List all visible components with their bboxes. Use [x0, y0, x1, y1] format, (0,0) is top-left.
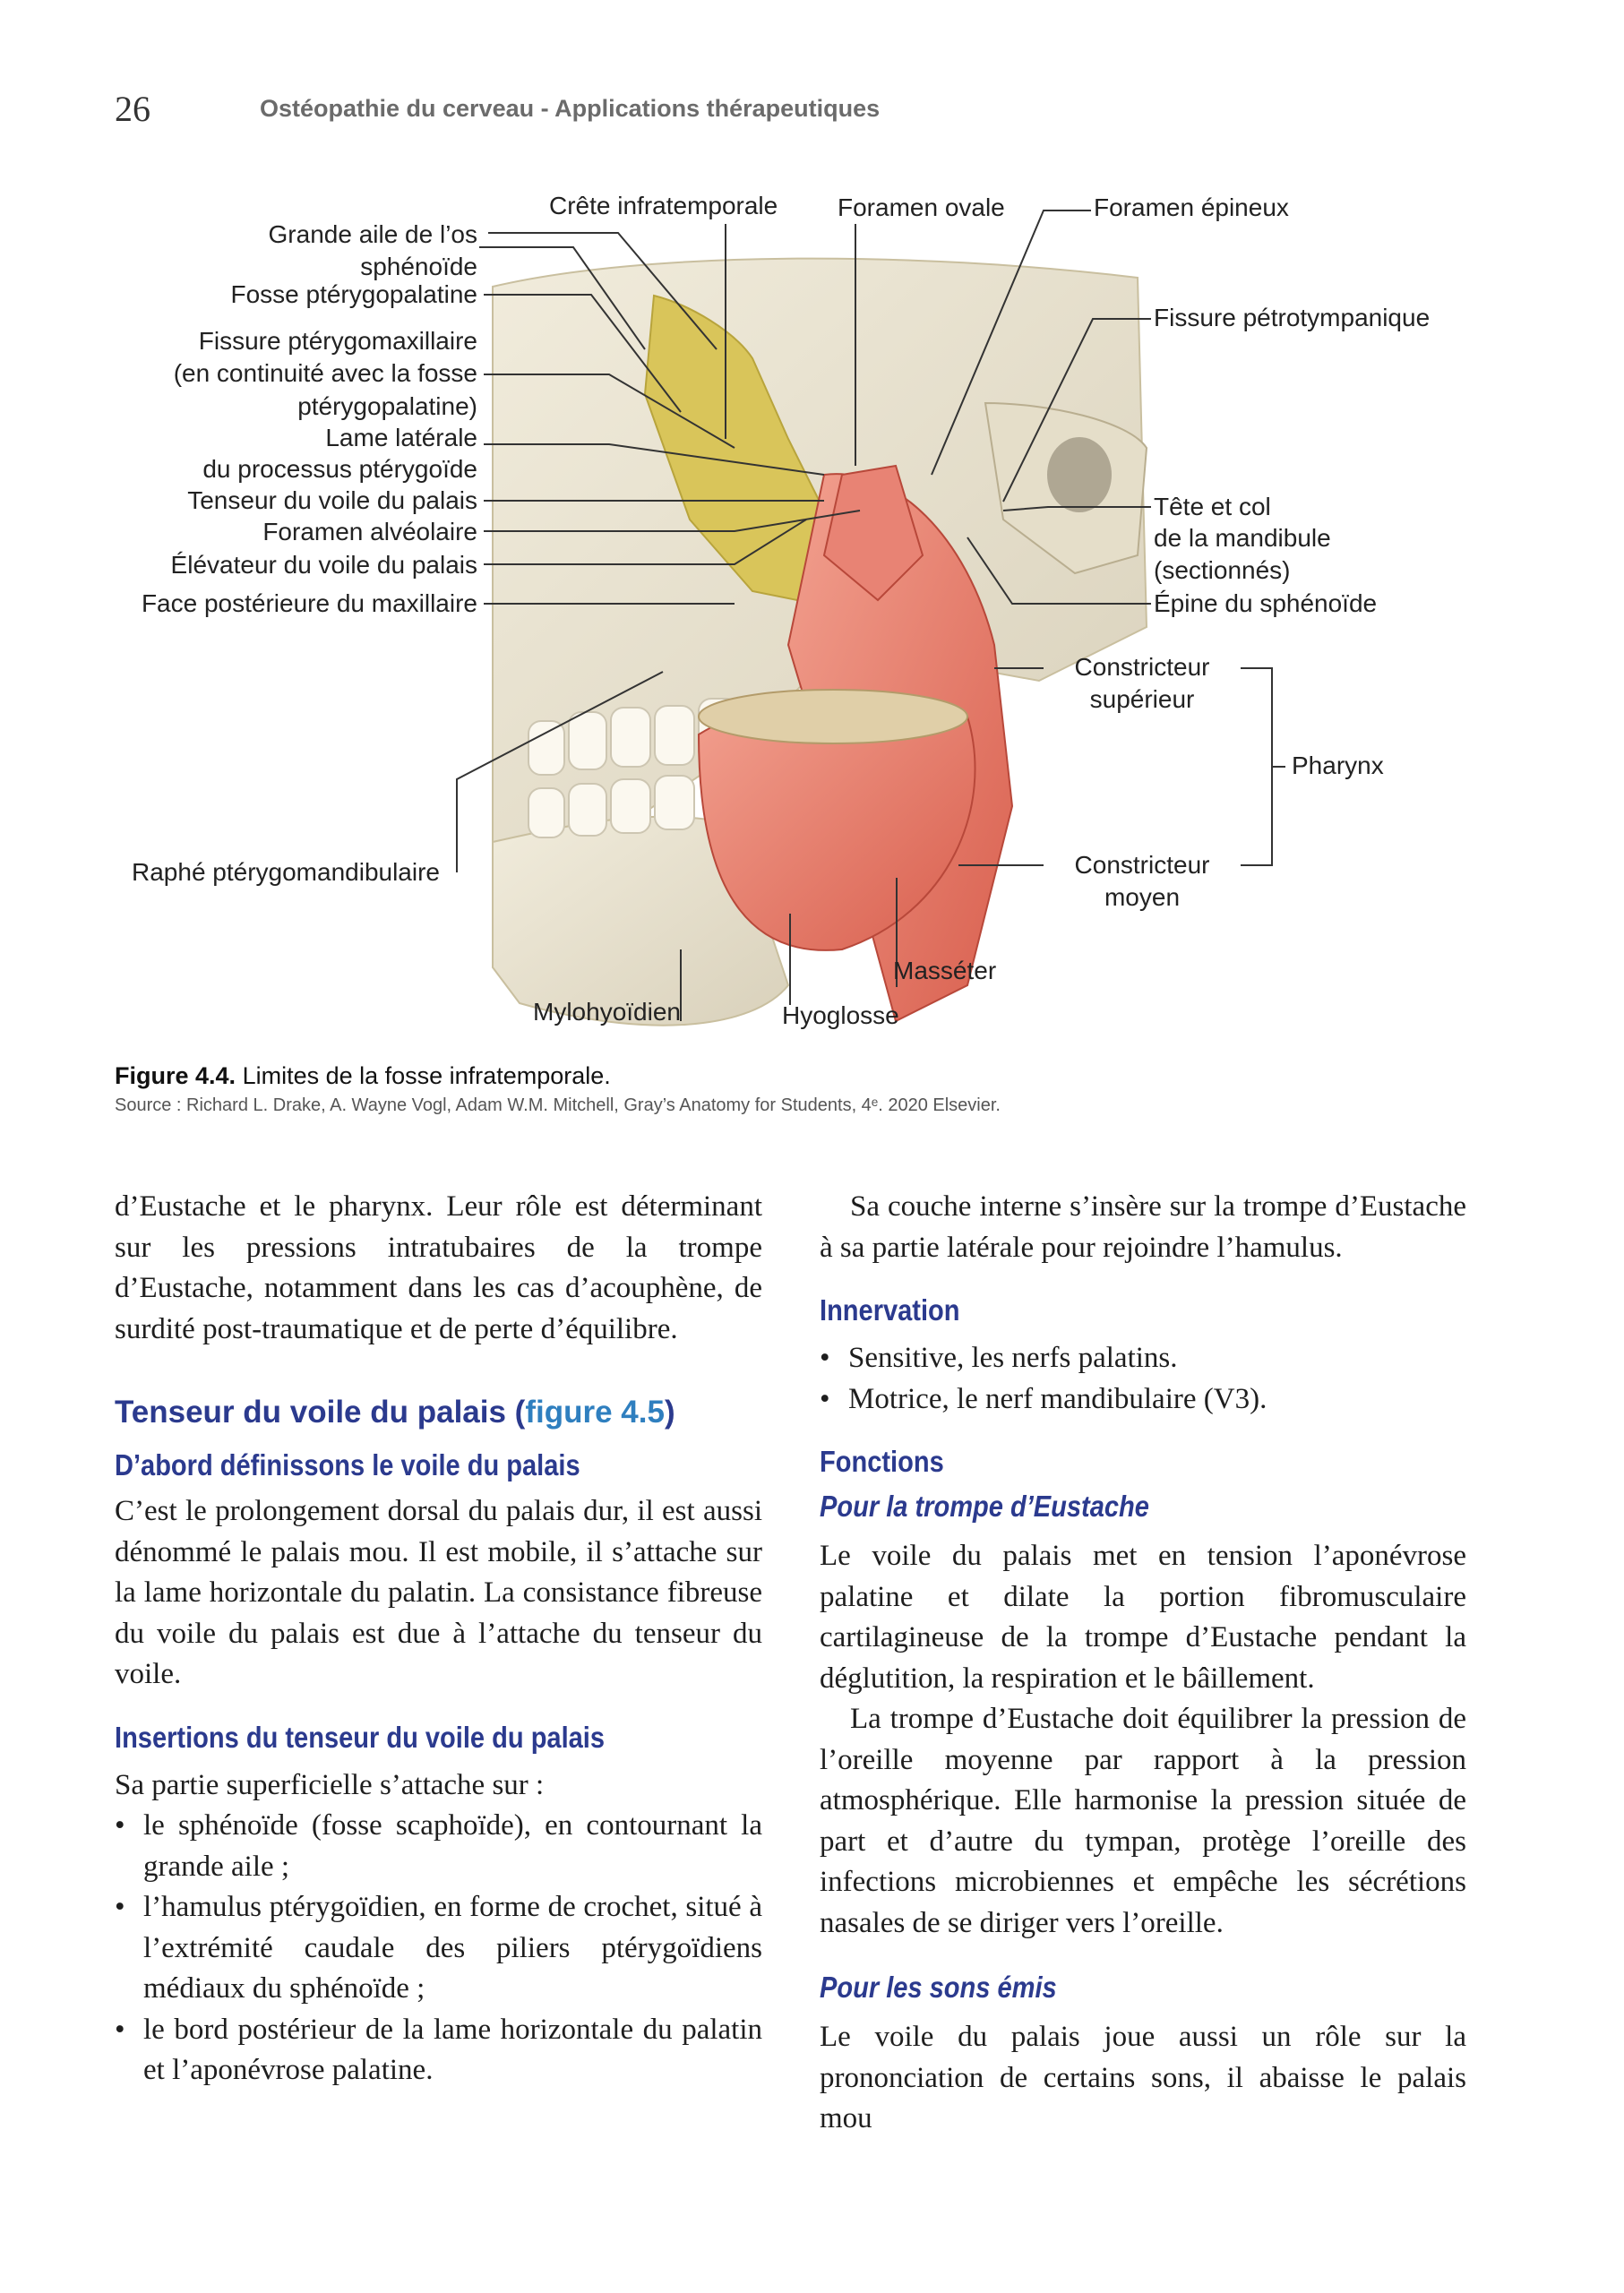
label-hyoglosse: Hyoglosse [782, 1001, 899, 1029]
tongue-cut-surface [699, 690, 967, 743]
left-intro-paragraph: d’Eustache et le pharynx. Leur rôle est déterminant sur les pressions intratubaires de la trompe d’Eustache, notamment dans les cas d’acouphène, de surdité post-traumatique et de perte d’équilibre. [115, 1190, 762, 1345]
right-intro-paragraph: Sa couche interne s’insère sur la trompe d’Eustache à sa partie latérale pour rejoindre l’hamulus. [820, 1190, 1466, 1264]
label-tete-col-2: de la mandibule [1154, 524, 1331, 552]
figure-caption [115, 1062, 1001, 1116]
label-elevateur-voile: Élévateur du voile du palais [170, 551, 477, 579]
figure-ref-link[interactable]: figure 4.5 [525, 1395, 665, 1430]
subsection-voile-definition: D’abord définissons le voile du palais [115, 1448, 580, 1481]
label-epine-sphenoide: Épine du sphénoïde [1154, 589, 1378, 617]
subsection-fonctions: Fonctions [820, 1445, 944, 1478]
innervation-list [820, 1338, 1466, 1420]
label-foramen-ovale: Foramen ovale [838, 193, 1005, 221]
label-tete-col-3: (sectionnés) [1154, 556, 1291, 584]
label-tenseur-voile: Tenseur du voile du palais [187, 486, 477, 514]
list-item: • Motrice, le nerf mandibulaire (V3). [820, 1379, 1466, 1421]
left-column [115, 1187, 762, 2091]
label-grande-aile-2: sphénoïde [360, 253, 477, 280]
trompe-paragraph-1: Le voile du palais met en tension l’aponévrose palatine et dilate la portion fibromusculaire cartilagineuse de la trompe d’Eustache pendant la déglutition, la respiration et le bâillement. [820, 1540, 1466, 1695]
label-fissure-pterygomaxillaire-3: ptérygopalatine) [297, 392, 477, 420]
label-constricteur-moyen-2: moyen [1104, 883, 1181, 911]
label-foramen-epineux: Foramen épineux [1094, 193, 1289, 221]
subsection-sons: Pour les sons émis [820, 1971, 1057, 2004]
insertions-list [115, 1806, 762, 2091]
label-raphe: Raphé ptérygomandibulaire [132, 858, 440, 886]
right-column [820, 1187, 1466, 2140]
page-number: 26 [115, 89, 150, 129]
subsection-insertions: Insertions du tenseur du voile du palais [115, 1720, 606, 1754]
label-fosse-pterygopalatine: Fosse ptérygopalatine [230, 280, 477, 308]
list-item: • Sensitive, les nerfs palatins. [820, 1338, 1466, 1379]
label-crete-infratemporale: Crête infratemporale [549, 192, 778, 219]
voile-definition-paragraph: C’est le prolongement dorsal du palais dur, il est aussi dénommé le palais mou. Il est mobile, il s’attache sur la lame horizontale du palatin. La consistance fibreuse du voile du palais est due à l’attache du tenseur du voile. [115, 1495, 762, 1690]
label-fissure-pterygomaxillaire-2: (en continuité avec la fosse [173, 359, 477, 387]
label-constricteur-superieur-2: supérieur [1089, 685, 1195, 713]
section-title: Tenseur du voile du palais (figure 4.5) [115, 1395, 675, 1430]
list-item: • le sphénoïde (fosse scaphoïde), en contournant la grande aile ; [115, 1806, 762, 1887]
label-constricteur-superieur-1: Constricteur [1074, 653, 1210, 681]
caption-title: Limites de la fosse infratemporale. [242, 1062, 611, 1089]
anatomy-figure [107, 179, 1523, 1075]
label-constricteur-moyen-1: Constricteur [1074, 851, 1210, 879]
running-title: Ostéopathie du cerveau - Applications thérapeutiques [260, 95, 881, 122]
label-mylohyoidien: Mylohyoïdien [533, 998, 681, 1026]
label-grande-aile-1: Grande aile de l’os [268, 220, 477, 248]
label-fissure-pterygomaxillaire-1: Fissure ptérygomaxillaire [198, 327, 477, 355]
label-face-posterieure: Face postérieure du maxillaire [141, 589, 477, 617]
caption-number: Figure 4.4. [115, 1062, 236, 1089]
label-foramen-alveolaire: Foramen alvéolaire [262, 518, 477, 545]
label-fissure-petrotympanique: Fissure pétrotympanique [1154, 304, 1431, 331]
trompe-paragraph-2: La trompe d’Eustache doit équilibrer la pression de l’oreille moyenne par rapport à la pression atmosphérique. Elle harmonise la pression située de part et d’autre du tympan, protège l’oreille des infections microbiennes et empêche les sécrétions nasales de se diriger vers l’oreille. [820, 1703, 1466, 1939]
label-tete-col-1: Tête et col [1154, 493, 1271, 520]
label-lame-laterale-2: du processus ptérygoïde [202, 455, 477, 483]
subsection-innervation: Innervation [820, 1293, 960, 1327]
subsection-trompe: Pour la trompe d’Eustache [820, 1490, 1149, 1523]
label-lame-laterale-1: Lame latérale [325, 424, 477, 451]
ear-canal [1047, 437, 1112, 512]
sons-paragraph: Le voile du palais joue aussi un rôle sur la prononciation de certains sons, il abaisse le palais mou [820, 2021, 1466, 2134]
label-masseter: Masséter [893, 957, 997, 984]
label-pharynx: Pharynx [1292, 751, 1384, 779]
list-item: • le bord postérieur de la lame horizontale du palatin et l’aponévrose palatine. [115, 2010, 762, 2091]
caption-source: Source : Richard L. Drake, A. Wayne Vogl, Adam W.M. Mitchell, Gray’s Anatomy for Students, 4ᵉ. 2020 Elsevier. [115, 1095, 1001, 1115]
list-item: • l’hamulus ptérygoïdien, en forme de crochet, situé à l’extrémité caudale des piliers ptérygoïdiens médiaux du sphénoïde ; [115, 1887, 762, 2010]
insertions-intro: Sa partie superficielle s’attache sur : [115, 1768, 545, 1801]
